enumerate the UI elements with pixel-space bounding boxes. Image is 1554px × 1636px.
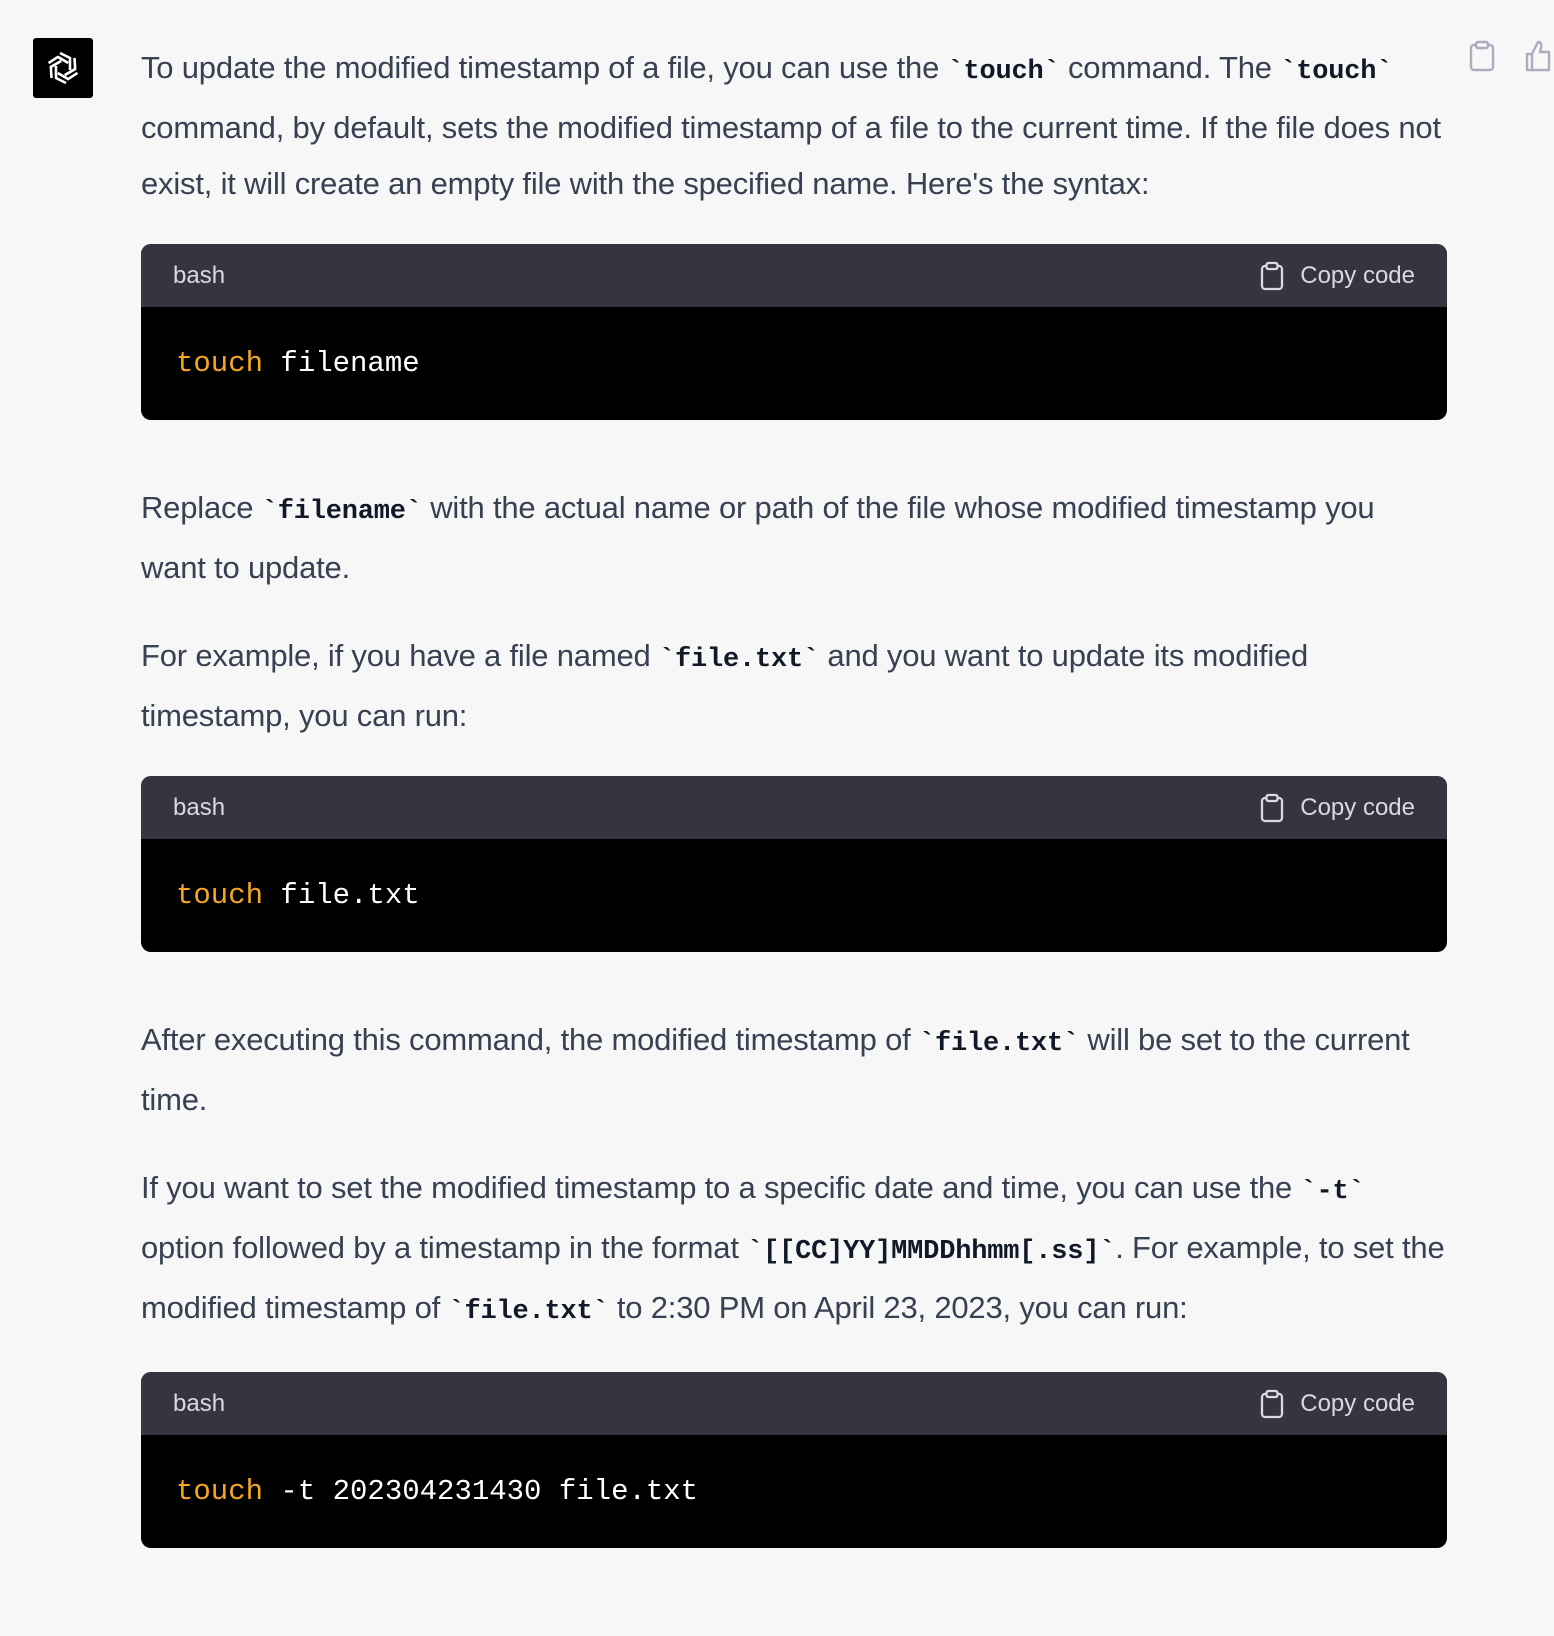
text-run: command, by default, sets the modified timestamp of a file to the current time. If the file does not exist, it will create an empty file with the specified name. Here's the syntax: xyxy=(141,110,1441,201)
text-run: For example, if you have a file named xyxy=(141,638,659,673)
code-text: file.txt xyxy=(263,879,420,912)
copy-code-button[interactable] xyxy=(1260,261,1415,291)
assistant-message xyxy=(141,40,1447,1608)
code-language-label: bash xyxy=(173,793,226,821)
text-run: option followed by a timestamp in the format xyxy=(141,1230,748,1265)
text-run: command. The xyxy=(1059,50,1281,85)
code-block-header xyxy=(141,1372,1447,1435)
code-language-label: bash xyxy=(173,261,226,289)
clipboard-icon xyxy=(1260,1389,1284,1419)
text-run: If you want to set the modified timestamp to a specific date and time, you can use the xyxy=(141,1170,1301,1205)
code-keyword: touch xyxy=(176,347,264,380)
code-language-label: bash xyxy=(173,1389,226,1417)
inline-code: `filename` xyxy=(261,497,422,527)
text-run: . For example, to set the modified timestamp of xyxy=(141,1230,1445,1325)
copy-code-label: Copy code xyxy=(1300,261,1415,289)
clipboard-icon xyxy=(1469,40,1495,72)
code-keyword: touch xyxy=(176,879,264,912)
message-paragraph xyxy=(141,1160,1447,1340)
inline-code: `[[CC]YY]MMDDhhmm[.ss]` xyxy=(747,1237,1116,1267)
clipboard-icon xyxy=(1260,793,1284,823)
code-block xyxy=(141,776,1447,952)
code-block xyxy=(141,1372,1447,1548)
code-keyword: touch xyxy=(176,1475,264,1508)
text-run: to 2:30 PM on April 23, 2023, you can run: xyxy=(608,1290,1188,1325)
code-block-header xyxy=(141,776,1447,839)
message-paragraph xyxy=(141,480,1447,596)
copy-code-button[interactable] xyxy=(1260,793,1415,823)
text-run: After executing this command, the modified timestamp of xyxy=(141,1022,919,1057)
inline-code: `-t` xyxy=(1300,1177,1365,1207)
copy-message-button[interactable] xyxy=(1465,40,1499,80)
copy-code-button[interactable] xyxy=(1260,1389,1415,1419)
openai-logo-icon xyxy=(41,46,85,90)
message-paragraph xyxy=(141,628,1447,744)
code-content xyxy=(141,307,1447,420)
code-content xyxy=(141,839,1447,952)
inline-code: `file.txt` xyxy=(658,645,819,675)
inline-code: `touch` xyxy=(1280,57,1393,87)
copy-code-label: Copy code xyxy=(1300,793,1415,821)
code-block-header xyxy=(141,244,1447,307)
text-run: To update the modified timestamp of a file, you can use the xyxy=(141,50,948,85)
code-block xyxy=(141,244,1447,420)
code-text: -t 202304231430 file.txt xyxy=(263,1475,699,1508)
code-content xyxy=(141,1435,1447,1548)
clipboard-icon xyxy=(1260,261,1284,291)
thumbs-up-button[interactable] xyxy=(1521,40,1554,80)
assistant-avatar xyxy=(33,38,93,98)
message-paragraph xyxy=(141,1012,1447,1128)
inline-code: `file.txt` xyxy=(448,1297,609,1327)
text-run: and you want to update its modified timestamp, you can run: xyxy=(141,638,1309,733)
text-run: will be set to the current time. xyxy=(141,1022,1410,1117)
inline-code: `touch` xyxy=(947,57,1060,87)
message-actions xyxy=(1465,40,1554,80)
code-text: filename xyxy=(263,347,420,380)
message-paragraph xyxy=(141,40,1447,212)
copy-code-label: Copy code xyxy=(1300,1389,1415,1417)
text-run: Replace xyxy=(141,490,262,525)
thumbs-up-icon xyxy=(1525,40,1551,72)
inline-code: `file.txt` xyxy=(918,1029,1079,1059)
text-run: with the actual name or path of the file whose modified timestamp you want to update. xyxy=(141,490,1375,585)
